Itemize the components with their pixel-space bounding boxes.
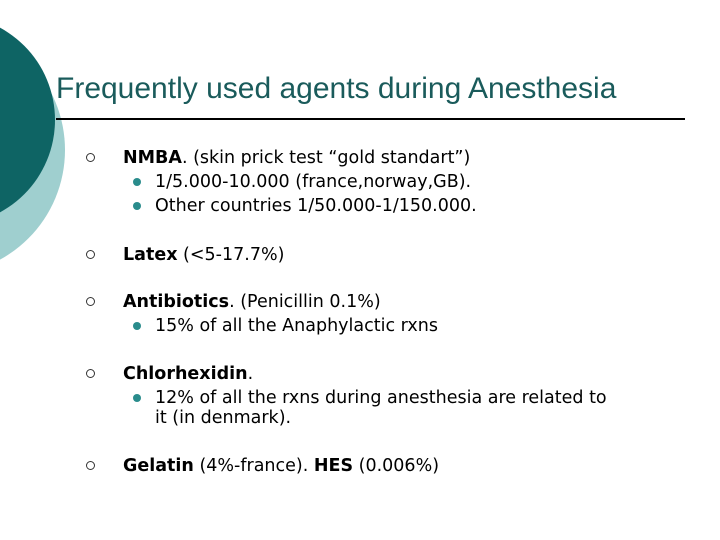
bullet-text: . (skin prick test “gold standart”) — [181, 148, 471, 168]
bullet-heading: Latex — [123, 245, 178, 265]
hollow-circle-bullet-icon — [86, 250, 95, 259]
bullet-text-secondary: (0.006%) — [353, 456, 440, 476]
sub-bullet-text: 15% of all the Anaphylactic rxns — [155, 316, 438, 336]
bullet-heading: NMBA — [123, 148, 182, 168]
filled-dot-bullet-icon — [133, 202, 141, 210]
bullet-item — [123, 290, 381, 314]
bullet-text: . (Penicillin 0.1%) — [229, 292, 381, 312]
bullet-text: . — [247, 364, 254, 384]
bullet-item — [123, 243, 284, 267]
slide-title: Frequently used agents during Anesthesia — [56, 72, 617, 105]
filled-dot-bullet-icon — [133, 178, 141, 186]
hollow-circle-bullet-icon — [86, 461, 95, 470]
bullet-heading: Gelatin — [123, 456, 194, 476]
bullet-item — [123, 146, 470, 170]
bullet-heading: Antibiotics — [123, 292, 230, 312]
sub-bullet-item — [155, 170, 471, 194]
hollow-circle-bullet-icon — [86, 297, 95, 306]
bullet-text: (4%-france). — [193, 456, 314, 476]
sub-bullet-text: it (in denmark). — [155, 408, 292, 428]
sub-bullet-continuation — [155, 406, 291, 430]
filled-dot-bullet-icon — [133, 322, 141, 330]
hollow-circle-bullet-icon — [86, 153, 95, 162]
sub-bullet-text: Other countries 1/50.000-1/150.000. — [155, 196, 477, 216]
sub-bullet-text: 12% of all the rxns during anesthesia are related to — [155, 388, 607, 408]
hollow-circle-bullet-icon — [86, 369, 95, 378]
sub-bullet-item — [155, 194, 477, 218]
sub-bullet-item — [155, 314, 438, 338]
filled-dot-bullet-icon — [133, 394, 141, 402]
sub-bullet-text: 1/5.000-10.000 (france,norway,GB). — [155, 172, 472, 192]
bullet-heading-secondary: HES — [313, 456, 354, 476]
bullet-item — [123, 362, 253, 386]
bullet-item — [123, 454, 439, 478]
bullet-text: (<5-17.7%) — [177, 245, 285, 265]
bullet-heading: Chlorhexidin — [123, 364, 248, 384]
